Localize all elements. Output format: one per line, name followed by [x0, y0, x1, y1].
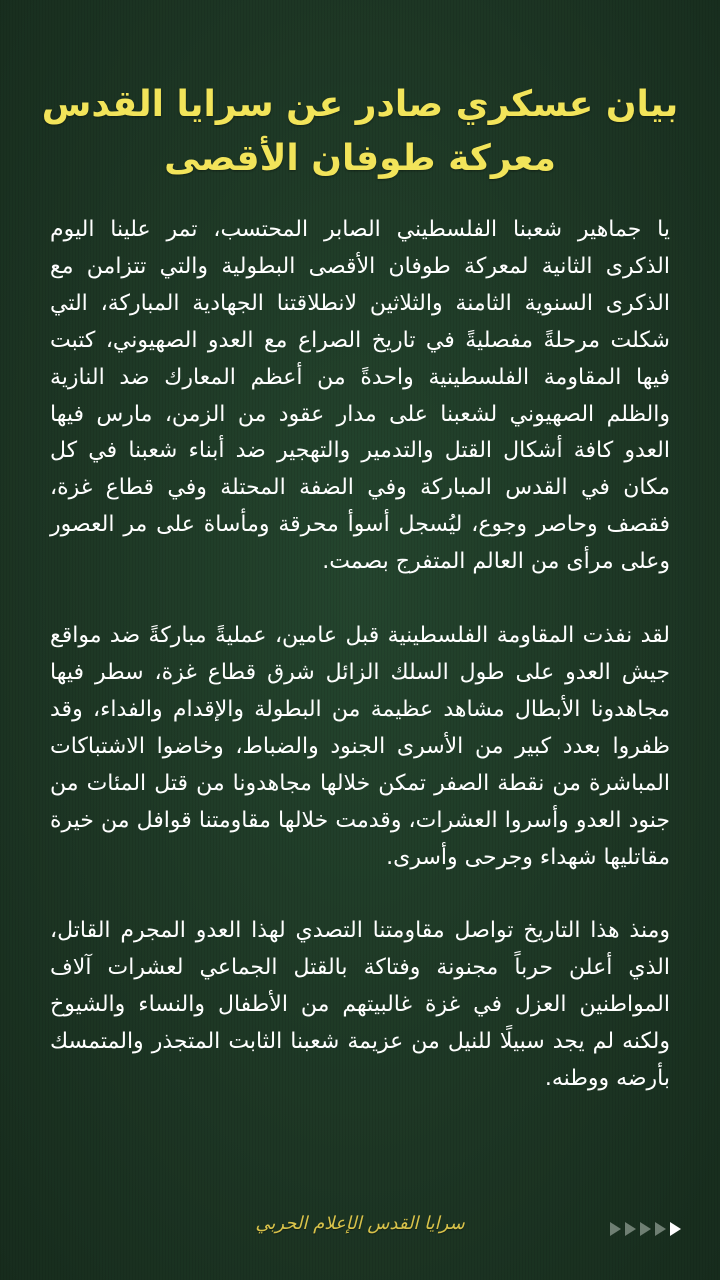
play-arrows-icon[interactable] [610, 1222, 681, 1236]
media-logo-signature: سرايا القدس الإعلام الحربي [255, 1213, 465, 1234]
title-line-2: معركة طوفان الأقصى [164, 138, 556, 179]
arrow-icon [655, 1222, 666, 1236]
arrow-icon [625, 1222, 636, 1236]
paragraph-3: ومنذ هذا التاريخ تواصل مقاومتنا التصدي لهذا العدو المجرم القاتل، الذي أعلن حرباً مجنونة وفتاكة بالقتل الجماعي لعشرات آلاف المواطنين العزل في غزة غالبيتهم من الأطفال والنساء والشيوخ ولكنه لم يجد سبيلًا للنيل من عزيمة شعبنا الثابت المتجذر والمتمسك بأرضه ووطنه. [50, 918, 670, 1092]
paragraph-2: لقد نفذت المقاومة الفلسطينية قبل عامين، عمليةً مباركةً ضد مواقع جيش العدو على طول السلك الزائل شرق قطاع غزة، سطر فيها مجاهدونا الأبطال مشاهد عظيمة من البطولة والإقدام والفداء، وقد ظفروا بعدد كبير من الأسرى الجنود والضباط، وخاضوا الاشتباكات المباشرة من نقطة الصفر تمكن خلالها مجاهدونا من قتل المئات من جنود العدو وأسروا العشرات، وقدمت خلالها مقاومتنا قوافل من خيرة مقاتليها شهداء وجرحى وأسرى. [50, 623, 670, 870]
footer [0, 1198, 720, 1258]
statement-header [40, 78, 680, 186]
paragraph-1: يا جماهير شعبنا الفلسطيني الصابر المحتسب، تمر علينا اليوم الذكرى الثانية لمعركة طوفان الأقصى البطولية والتي تتزامن مع الذكرى السنوية الثامنة والثلاثين لانطلاقتنا الجهادية المباركة، التي شكلت مرحلةً مفصليةً في تاريخ الصراع مع العدو الصهيوني، كتبت فيها المقاومة الفلسطينية واحدةً من أعظم المعارك ضد النازية والظلم الصهيوني لشعبنا على مدار عقود من الزمن، مارس فيها العدو كافة أشكال القتل والتدمير والتهجير ضد أبناء شعبنا في كل مكان في القدس المباركة وفي الضفة المحتلة وفي قطاع غزة، فقصف وحاصر وجوع، ليُسجل أسوأ محرقة ومأساة على مر العصور وعلى مرأى من العالم المتفرج بصمت. [50, 217, 670, 575]
title-line-1: بيان عسكري صادر عن سرايا القدس [41, 84, 679, 125]
statement-body [50, 212, 670, 1135]
arrow-icon [610, 1222, 621, 1236]
arrow-icon-active [670, 1222, 681, 1236]
arrow-icon [640, 1222, 651, 1236]
